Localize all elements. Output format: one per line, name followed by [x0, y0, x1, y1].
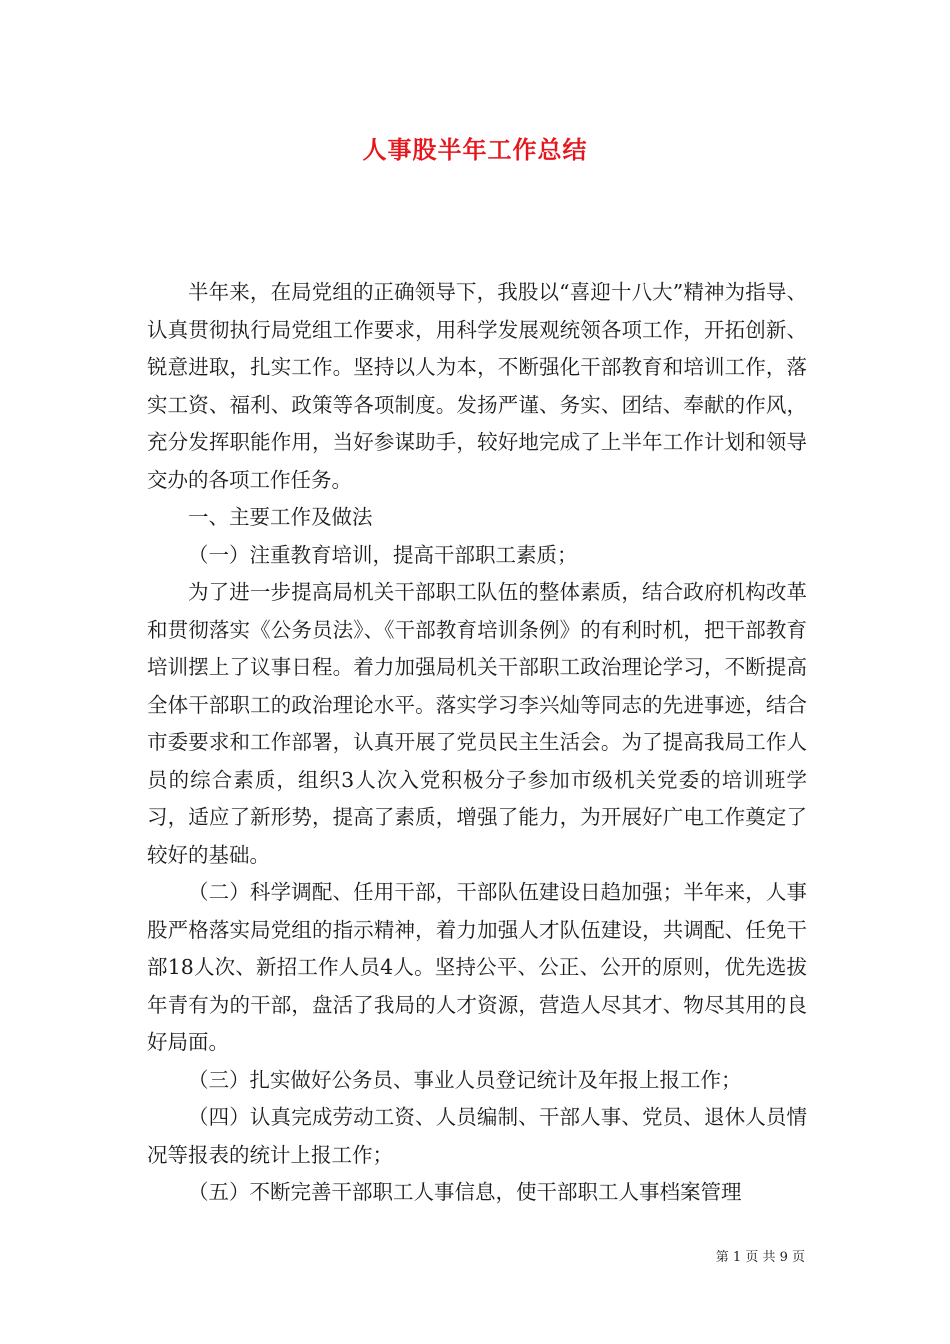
document-body	[147, 274, 807, 1212]
paragraph-education-training: 为了进一步提高局机关干部职工队伍的整体素质，结合政府机构改革和贯彻落实《公务员法》、《干部教育培训条例》的有利时机，把干部教育培训摆上了议事日程。着力加强局机关干部职工政治理论学习，不断提高全体干部职工的政治理论水平。落实学习李兴灿等同志的先进事迹，结合市委要求和工作部署，认真开展了党员民主生活会。为了提高我局工作人员的综合素质，组织3人次入党积极分子参加市级机关党委的培训班学习，适应了新形势，提高了素质，增强了能力，为开展好广电工作奠定了较好的基础。	[147, 580, 807, 867]
section-heading-main-work: 一、主要工作及做法	[188, 505, 373, 529]
paragraph-personnel-info: （五）不断完善干部职工人事信息，使干部职工人事档案管理	[188, 1180, 742, 1204]
page-title: 人事股半年工作总结	[362, 135, 588, 164]
paragraph-report-statistics: （四）认真完成劳动工资、人员编制、干部人事、党员、退休人员情况等报表的统计上报工作；	[147, 1105, 807, 1167]
paragraph-registration-statistics: （三）扎实做好公务员、事业人员登记统计及年报上报工作；	[188, 1067, 742, 1092]
paragraph-intro: 半年来，在局党组的正确领导下，我股以“喜迎十八大”精神为指导、认真贯彻执行局党组工作要求，用科学发展观统领各项工作，开拓创新、锐意进取，扎实工作。坚持以人为本，不断强化干部教育和培训工作，落实工资、福利、政策等各项制度。发扬严谨、务实、团结、奉献的作风，充分发挥职能作用，当好参谋助手，较好地完成了上半年工作计划和领导交办的各项工作任务。	[147, 280, 807, 492]
paragraph-cadre-deployment: （二）科学调配、任用干部，干部队伍建设日趋加强；半年来，人事股严格落实局党组的指示精神，着力加强人才队伍建设，共调配、任免干部18人次、新招工作人员4人。坚持公平、公正、公开的原则，优先选拔年青有为的干部，盘活了我局的人才资源，营造人尽其才、物尽其用的良好局面。	[147, 880, 807, 1054]
subheading-education-training: （一）注重教育培训，提高干部职工素质；	[188, 542, 578, 567]
page-number-footer: 第 1 页 共 9 页	[715, 1250, 805, 1265]
